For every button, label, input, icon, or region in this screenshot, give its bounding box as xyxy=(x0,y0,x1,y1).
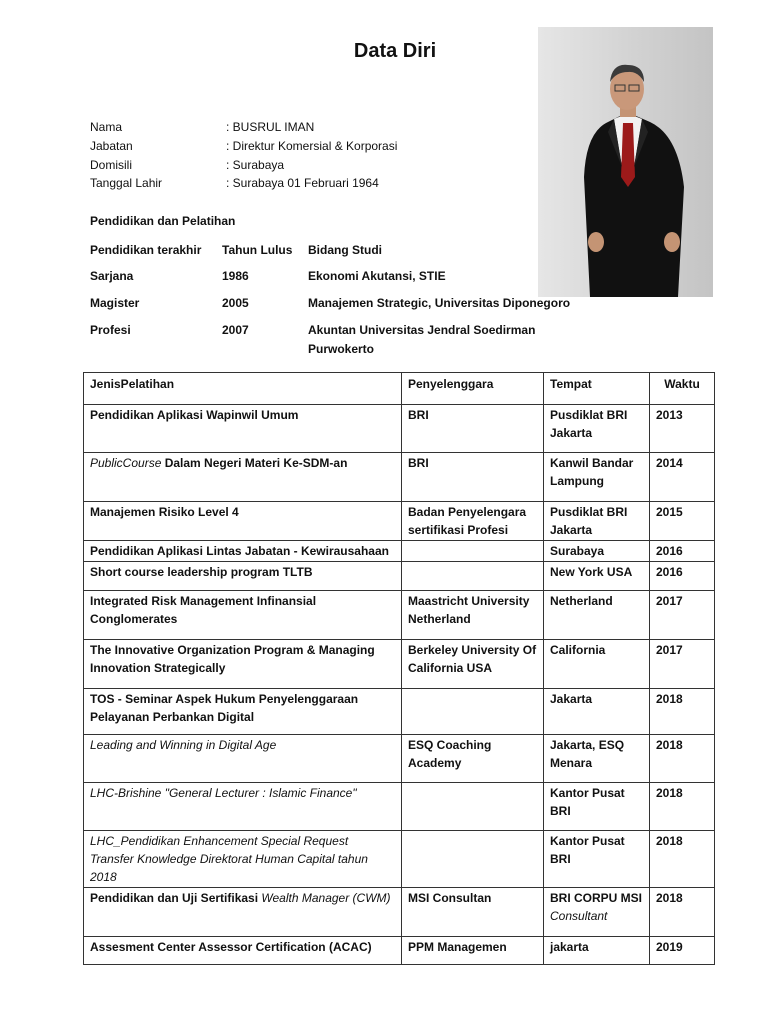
training-place: Jakarta xyxy=(544,689,650,735)
education-field: Ekonomi Akutansi, STIE xyxy=(308,269,446,283)
table-row xyxy=(84,502,715,541)
training-place-italic: Consultant xyxy=(550,909,608,923)
training-year: 2018 xyxy=(650,735,715,783)
training-name xyxy=(84,783,402,831)
training-name: Pendidikan Aplikasi Wapinwil Umum xyxy=(84,405,402,453)
training-place: Kanwil Bandar Lampung xyxy=(544,453,650,502)
training-place-text: BRI CORPU MSI xyxy=(550,891,643,905)
education-level: Sarjana xyxy=(90,269,134,283)
table-row xyxy=(84,689,715,735)
training-place: Pusdiklat BRI Jakarta xyxy=(544,502,650,541)
education-level: Profesi xyxy=(90,323,131,337)
training-name xyxy=(84,735,402,783)
training-name xyxy=(84,831,402,888)
training-org xyxy=(402,562,544,591)
table-row xyxy=(84,453,715,502)
label-domisili: Domisili xyxy=(90,158,132,172)
training-place: New York USA xyxy=(544,562,650,591)
training-year: 2019 xyxy=(650,937,715,965)
training-org: BRI xyxy=(402,453,544,502)
training-name-italic: LHC-Brishine "General Lecturer : Islamic Finance" xyxy=(90,786,357,800)
training-name: Assesment Center Assessor Certification (ACAC) xyxy=(84,937,402,965)
training-name-italic: Leading and Winning in Digital Age xyxy=(90,738,277,752)
training-year: 2018 xyxy=(650,783,715,831)
education-field: Akuntan Universitas Jendral Soedirman xyxy=(308,323,536,337)
training-name-start: Pendidikan dan Uji Sertifikasi xyxy=(90,891,262,905)
training-year: 2017 xyxy=(650,640,715,689)
table-row xyxy=(84,888,715,937)
header-waktu: Waktu xyxy=(650,373,715,405)
table-row xyxy=(84,405,715,453)
training-place: Pusdiklat BRI Jakarta xyxy=(544,405,650,453)
training-place: Surabaya xyxy=(544,541,650,562)
education-header-level: Pendidikan terakhir xyxy=(90,243,202,257)
training-org: Berkeley University Of California USA xyxy=(402,640,544,689)
training-name: Short course leadership program TLTB xyxy=(84,562,402,591)
value-nama: : BUSRUL IMAN xyxy=(226,120,315,134)
header-penyelenggara: Penyelenggara xyxy=(402,373,544,405)
education-year: 1986 xyxy=(222,269,249,283)
person-portrait-icon xyxy=(538,27,713,297)
education-year: 2005 xyxy=(222,296,249,310)
value-tanggal-lahir: : Surabaya 01 Februari 1964 xyxy=(226,176,379,190)
training-name: TOS - Seminar Aspek Hukum Penyelenggaraan Pelayanan Perbankan Digital xyxy=(84,689,402,735)
education-level: Magister xyxy=(90,296,140,310)
training-year: 2017 xyxy=(650,591,715,640)
education-field: Manajemen Strategic, Universitas Diponegoro xyxy=(308,296,571,310)
training-place: Netherland xyxy=(544,591,650,640)
training-org: MSI Consultan xyxy=(402,888,544,937)
training-place: Kantor Pusat BRI xyxy=(544,783,650,831)
training-name: Integrated Risk Management Infinansial Conglomerates xyxy=(84,591,402,640)
training-name-italic: LHC_Pendidikan Enhancement Special Request Transfer Knowledge Direktorat Human Capital tahun 2018 xyxy=(90,834,368,884)
training-org: Badan Penyelengara sertifikasi Profesi xyxy=(402,502,544,541)
table-header-row xyxy=(84,373,715,405)
table-row xyxy=(84,937,715,965)
training-org: BRI xyxy=(402,405,544,453)
training-place: California xyxy=(544,640,650,689)
training-org xyxy=(402,831,544,888)
training-table xyxy=(83,372,715,965)
training-year: 2018 xyxy=(650,888,715,937)
training-place: jakarta xyxy=(544,937,650,965)
page-title: Data Diri xyxy=(353,40,437,62)
training-org xyxy=(402,689,544,735)
label-nama: Nama xyxy=(90,120,123,134)
training-name xyxy=(84,453,402,502)
training-name: The Innovative Organization Program & Managing Innovation Strategically xyxy=(84,640,402,689)
label-jabatan: Jabatan xyxy=(90,139,133,153)
training-year: 2015 xyxy=(650,502,715,541)
training-year: 2016 xyxy=(650,562,715,591)
training-place: Kantor Pusat BRI xyxy=(544,831,650,888)
training-year: 2018 xyxy=(650,831,715,888)
training-year: 2016 xyxy=(650,541,715,562)
training-name xyxy=(84,888,402,937)
education-year: 2007 xyxy=(222,323,249,337)
training-year: 2013 xyxy=(650,405,715,453)
value-jabatan: : Direktur Komersial & Korporasi xyxy=(226,139,398,153)
education-field-continued: Purwokerto xyxy=(308,342,375,356)
training-place: Jakarta, ESQ Menara xyxy=(544,735,650,783)
value-domisili: : Surabaya xyxy=(226,158,285,172)
training-name-italic: PublicCourse xyxy=(90,456,162,470)
table-row xyxy=(84,591,715,640)
table-row xyxy=(84,562,715,591)
table-row xyxy=(84,640,715,689)
training-org: PPM Managemen xyxy=(402,937,544,965)
training-name: Manajemen Risiko Level 4 xyxy=(84,502,402,541)
label-tanggal-lahir: Tanggal Lahir xyxy=(90,176,163,190)
table-row xyxy=(84,735,715,783)
education-section-title: Pendidikan dan Pelatihan xyxy=(90,214,236,228)
training-name: Pendidikan Aplikasi Lintas Jabatan - Kewirausahaan xyxy=(84,541,402,562)
training-org xyxy=(402,541,544,562)
table-row xyxy=(84,831,715,888)
header-jenis-pelatihan: JenisPelatihan xyxy=(84,373,402,405)
header-tempat: Tempat xyxy=(544,373,650,405)
education-header-year: Tahun Lulus xyxy=(222,243,293,257)
table-row xyxy=(84,541,715,562)
training-org: ESQ Coaching Academy xyxy=(402,735,544,783)
training-place xyxy=(544,888,650,937)
table-row xyxy=(84,783,715,831)
training-org xyxy=(402,783,544,831)
training-name-italic: Wealth Manager (CWM) xyxy=(261,891,391,905)
training-year: 2018 xyxy=(650,689,715,735)
profile-photo xyxy=(538,27,713,297)
training-year: 2014 xyxy=(650,453,715,502)
training-org: Maastricht University Netherland xyxy=(402,591,544,640)
education-header-field: Bidang Studi xyxy=(308,243,382,257)
training-name-rest: Dalam Negeri Materi Ke-SDM-an xyxy=(161,456,348,470)
